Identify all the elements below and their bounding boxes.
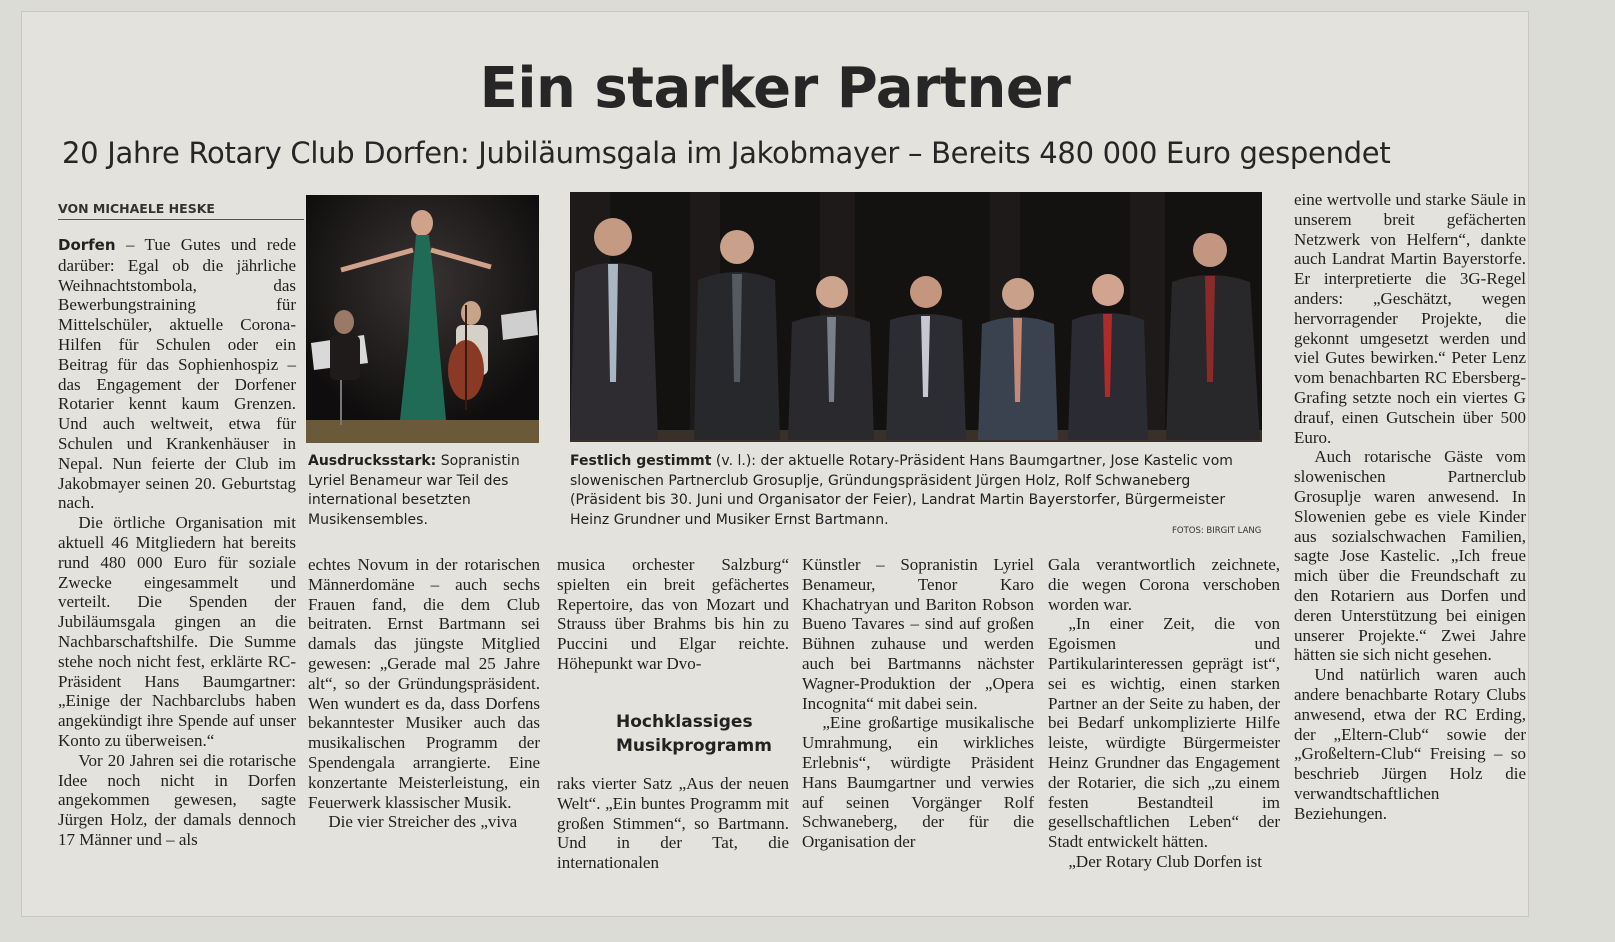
col6-paragraph-3: Und natürlich waren auch andere benachbarte Rotary Clubs anwesend, etwa der RC Erding, der „Eltern-Club“ sowie der „Großeltern-Club“ Freising – so beschrieb Jürgen Holz die verwandtschaftlichen Beziehungen. (1294, 665, 1526, 823)
caption-group-text: (v. l.): der aktuelle Rotary-Präsident Hans Baumgartner, Jose Kastelic vom slowenischen Partnerclub Grosuplje, Gründungspräsident Jürgen Holz, Rolf Schwaneberg (Präsident bis 30. Juni und Organisator der Feier), Landrat Martin Bayerstorfer, Bürgermeister Heinz Grundner und Musiker Ernst Bartmann. (570, 453, 1233, 528)
col1-paragraph-2: Die örtliche Organisation mit aktuell 46 Mitgliedern hat bereits rund 480 000 Euro für soziale Zwecke eingesammelt und verteilt. Die Spenden der Jubiläumsgala gingen an die Nachbarschaftshilfe. Die Summe stehe noch nicht fest, erklärte RC-Präsident Hans Baumgartner: „Einige der Nachbarclubs haben angekündigt ihre Spende auf unser Konto zu überweisen.“ (58, 513, 296, 750)
column-3-continued (557, 774, 789, 873)
newspaper-clipping (22, 12, 1528, 916)
col4-paragraph-2: „Eine großartige musikalische Umrahmung, ein wirkliches Erlebnis“, würdigte Präsident Hans Baumgartner und verwies auf seinen Vorgänger Rolf Schwaneberg, der für die Organisation der (802, 713, 1034, 852)
caption-group-label: Festlich gestimmt (570, 453, 712, 469)
column-2 (308, 555, 540, 832)
col1-paragraph-1 (58, 235, 296, 513)
col2-paragraph-1: echtes Novum in der rotarischen Männerdomäne – auch sechs Frauen fand, die dem Club beitraten. Ernst Bartmann sei damals das jüngste Mitglied gewesen: „Gerade mal 25 Jahre alt“, so der Gründungspräsident. Wen wundert es da, dass Dorfens bekanntester Musiker auch das musikalischen Programm der Spendengala arrangierte. Eine konzertante Meisterleistung, ein Feuerwerk klassischer Musik. (308, 555, 540, 812)
column-6 (1294, 190, 1526, 824)
col3-paragraph-2: raks vierter Satz „Aus der neuen Welt“. „Ein buntes Programm mit großen Stimmen“, so Bartmann. Und in der Tat, die internationalen (557, 774, 789, 873)
col6-paragraph-2: Auch rotarische Gäste vom slowenischen Partnerclub Grosuplje waren anwesend. In Slowenien gebe es viele Kinder aus sozialschwachen Familien, sagte Jose Kastelic. „Ich freue mich über die Freundschaft zu den Rotariern aus Dorfen und deren Unterstützung bei einigen unserer Projekte.“ Zwei Jahre hätten sie sich nicht gesehen. (1294, 447, 1526, 665)
interheadline: Hochklassiges Musikprogramm (616, 712, 772, 756)
col6-paragraph-1: eine wertvolle und starke Säule in unserem breit gefächerten Netzwerk von Helfern“, dankte auch Landrat Martin Bayerstorfe. Er interpretierte die 3G-Regel anders: „Geschätzt, wegen hervorragender Projekte, die gekonnt umgesetzt werden und viel Gutes bewirken.“ Peter Lenz vom benachbarten RC Ebersberg-Grafing setzte noch ein viertes G drauf, einen Gutschein über 500 Euro. (1294, 190, 1526, 447)
column-1 (58, 235, 296, 850)
subheadline: 20 Jahre Rotary Club Dorfen: Jubiläumsgala im Jakobmayer – Bereits 480 000 Euro gespendet (62, 136, 1391, 170)
byline: VON MICHAELE HESKE (58, 201, 304, 220)
col2-paragraph-2: Die vier Streicher des „viva (328, 812, 518, 832)
photo-soprano (306, 195, 539, 443)
column-3 (557, 555, 789, 674)
dateline: Dorfen (58, 236, 116, 254)
column-4 (802, 555, 1034, 852)
col3-paragraph-1: musica orchester Salzburg“ spielten ein breit gefächertes Repertoire, das von Mozart und Strauss über Brahms bis hin zu Puccini und Elgar reichte. Höhepunkt war Dvo- (557, 555, 789, 673)
caption-soprano-label: Ausdrucksstark: (308, 453, 437, 469)
col1-text-1: – Tue Gutes und rede darüber: Egal ob die jährliche Weihnachtstombola, das Bewerbungstraining für Mittelschüler, aktuelle Corona-Hilfen für Schulen oder ein Beitrag für das Sophienhospiz – das Engagement der Dorfener Rotarier kennt kaum Grenzen. Und auch weltweit, etwa für Schulen und Krankenhäuser in Nepal. Nun feierte der Club im Jakobmayer seinen 20. Geburtstag nach. (58, 235, 296, 513)
col5-paragraph-3: „Der Rotary Club Dorfen ist (1068, 851, 1262, 871)
col1-paragraph-3: Vor 20 Jahren sei die rotarische Idee noch nicht in Dorfen angekommen gewesen, sagte Jürgen Holz, der damals dennoch 17 Männer und – als (58, 750, 296, 849)
photo-group (570, 192, 1262, 442)
caption-soprano-text: Sopranistin Lyriel Benameur war Teil des international besetzten Musikensembles. (308, 453, 520, 528)
col4-paragraph-1: Künstler – Sopranistin Lyriel Benameur, Tenor Karo Khachatryan und Bariton Robson Bueno Tavares – sind auf großen Bühnen zuhause und werden auch bei Bartmanns nächster Wagner-Produktion der „Opera Incognita“ mit dabei sein. (802, 555, 1034, 713)
headline: Ein starker Partner (479, 56, 1071, 121)
photo-soprano-image (306, 195, 539, 443)
col5-paragraph-1: Gala verantwortlich zeichnete, die wegen Corona verschoben worden war. (1048, 555, 1280, 614)
photo-credit: FOTOS: BIRGIT LANG (1172, 526, 1262, 536)
caption-group (570, 452, 1260, 530)
photo-group-image (570, 192, 1262, 442)
column-5 (1048, 555, 1280, 872)
caption-soprano (308, 452, 538, 530)
col5-paragraph-2: „In einer Zeit, die von Egoismen und Partikularinteressen geprägt ist“, sei es wichtig, einen starken Partner an der Seite zu haben, der bei Bedarf unkomplizierte Hilfe leiste, würdigte Bürgermeister Heinz Grundner das Engagement der Rotarier, die sich „zu einem festen Bestandteil im gesellschaftlichen Leben“ der Stadt entwickelt hätten. (1048, 614, 1280, 852)
